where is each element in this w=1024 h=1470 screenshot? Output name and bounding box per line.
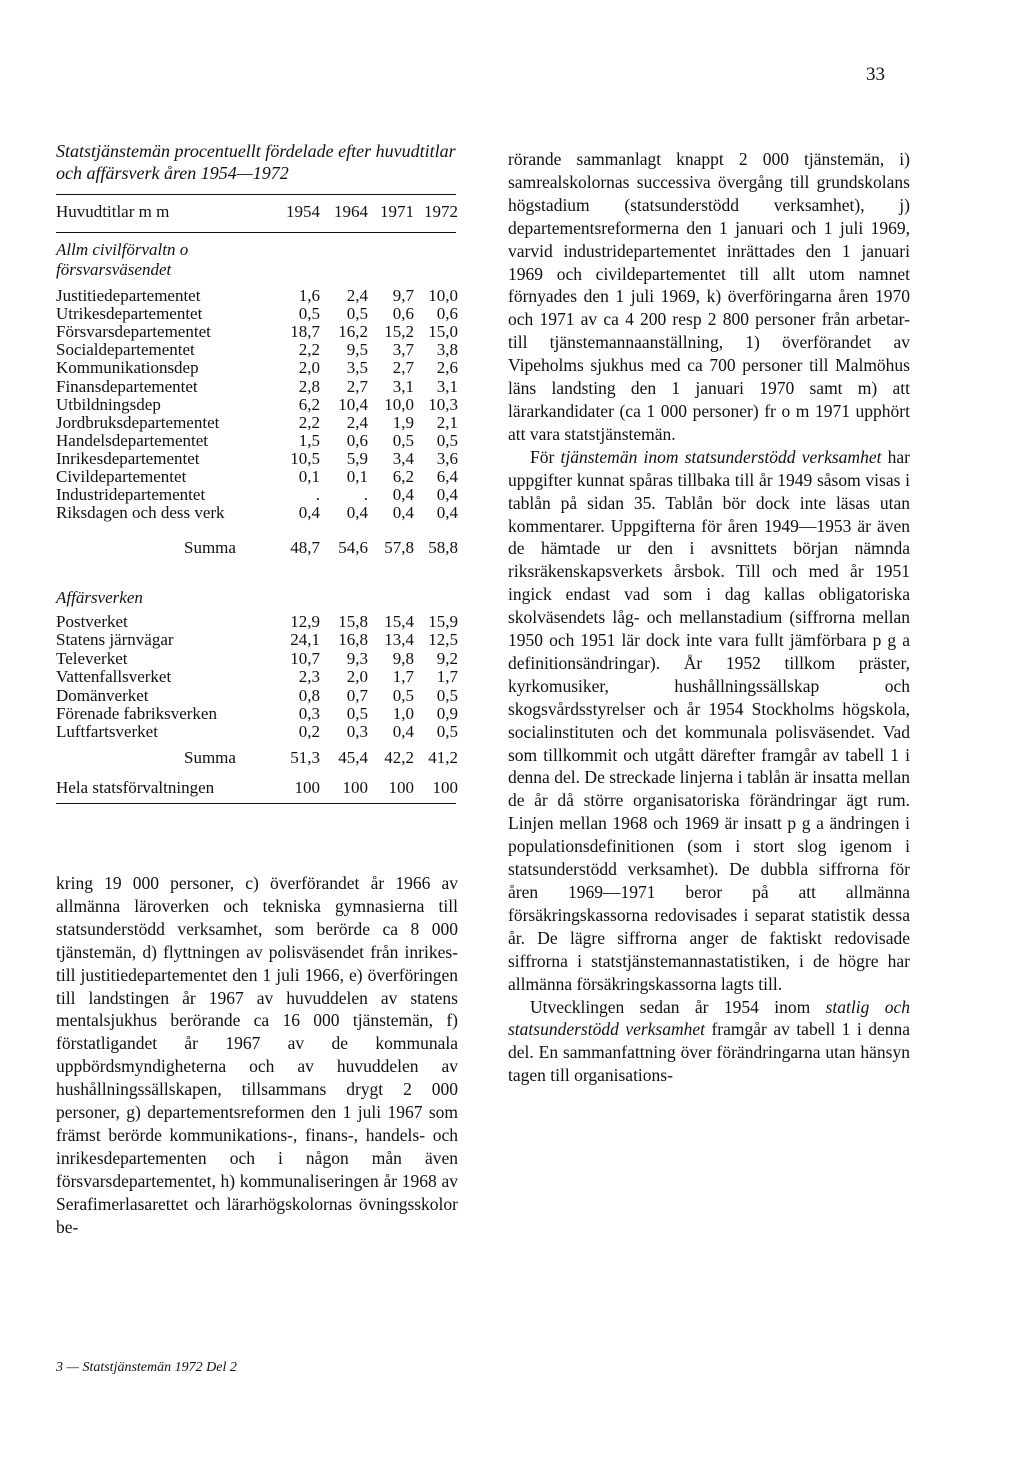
table-cell: 9,3	[346, 648, 368, 668]
table-top-rule	[56, 194, 456, 195]
table-cell: 2,0	[346, 667, 368, 687]
summa-label: Summa	[184, 748, 236, 767]
table-cell: 100	[388, 778, 414, 797]
table-row	[56, 630, 458, 649]
table-cell: 1,0	[392, 704, 414, 723]
table-cell: 2,0	[298, 358, 320, 378]
table-cell: 0,6	[436, 304, 458, 324]
row-label: Postverket	[56, 612, 128, 631]
row-label: Handelsdepartementet	[56, 430, 208, 450]
row-label: Riksdagen och dess verk	[56, 503, 225, 523]
table-cell: 0,5	[436, 685, 458, 705]
table-cell: 12,5	[428, 630, 458, 650]
table-cell: 10,0	[384, 394, 414, 414]
table-cell: 0,4	[392, 722, 414, 742]
table-cell: 3,8	[436, 340, 458, 360]
table-cell: 0,4	[436, 503, 458, 523]
emphasis: tjänstemän inom statsunderstödd verksamhet	[560, 446, 882, 467]
table-cell: 15,9	[428, 612, 458, 631]
table-cell: 0,4	[436, 485, 458, 505]
row-label: Televerket	[56, 648, 128, 668]
table-cell: 0,4	[392, 485, 414, 505]
table-cell: 0,2	[298, 722, 320, 742]
table-cell: 48,7	[290, 538, 320, 557]
table-cell: 0,5	[436, 430, 458, 450]
table-cell: 3,4	[392, 448, 414, 468]
table-cell: 0,5	[392, 430, 414, 450]
table-cell: 0,5	[298, 304, 320, 324]
table-cell: 58,8	[428, 538, 458, 557]
row-label: Vattenfallsverket	[56, 667, 172, 687]
table-cell: 0,3	[346, 722, 368, 742]
row-label: Statens järnvägar	[56, 630, 174, 650]
summa-row	[56, 748, 458, 767]
table-cell: 2,3	[298, 667, 320, 687]
section-title-affarsverk: Affärsverken	[56, 588, 143, 607]
table-cell: 2,2	[298, 412, 320, 432]
table-cell: 0,6	[346, 430, 368, 450]
table-cell: 2,4	[346, 412, 368, 432]
table-cell: 0,5	[392, 685, 414, 705]
table-cell: 1,7	[392, 667, 414, 687]
table-cell: 1,5	[298, 430, 320, 450]
table-cell: 3,5	[346, 358, 368, 378]
header-label: Huvudtitlar m m	[56, 202, 170, 221]
table-cell: 0,6	[392, 304, 414, 324]
row-label: Utrikesdepartementet	[56, 304, 203, 324]
table-cell: 15,4	[384, 612, 414, 631]
table-row	[56, 722, 458, 741]
table-cell: 10,4	[338, 394, 368, 414]
table-row	[56, 704, 458, 723]
table-row	[56, 649, 458, 668]
total-row	[56, 778, 458, 797]
row-label: Domänverket	[56, 685, 149, 705]
table-row	[56, 340, 458, 359]
paragraph: rörande sammanlagt knappt 2 000 tjänstemän, i) samrealskolornas successiva övergång till grundskolans högstadium (statsunderstödd verksamhet), j) departementsreformerna den 1 januari och 1 juli 1969, varvid industridepartementet inrättades den 1 januari 1969 och civildepartementet till allt utom namnet förnyades den 1 juli 1969, k) överföringarna åren 1970 och 1971 av ca 4 200 resp 2 800 personer från arbetar- till tjänstemannaanställning, 1) överförandet av Vipeholms sjukhus med ca 700 personer till Malmöhus läns landsting den 1 januari 1970 samt m) att lärarkandidater (ca 1 000 personer) fr o m 1971 upphört att vara statstjänstemän.	[508, 149, 910, 444]
summa-row	[56, 538, 458, 557]
table-cell: 100	[294, 778, 320, 797]
table-cell: 2,6	[436, 358, 458, 378]
row-label: Socialdepartementet	[56, 340, 195, 360]
row-label: Finansdepartementet	[56, 376, 198, 396]
table-cell: 3,1	[392, 376, 414, 396]
body-text-right	[508, 148, 910, 1087]
table-cell: 57,8	[384, 538, 414, 557]
table-title: Statstjänstemän procentuellt fördelade efter huvudtitlar och affärsverk åren 1954—1972	[56, 141, 456, 183]
table-cell: 10,3	[428, 394, 458, 414]
table-row	[56, 686, 458, 705]
paragraph: För tjänstemän inom statsunderstödd verksamhet har uppgifter kunnat spåras tillbaka till år 1949 såsom visas i tablån på sidan 35. Tablån bör dock inte läsas utan kommentarer. Uppgifterna för åren 1949—1953 är även de hämtade ur den i avsnittets början nämnda riksräkenskapsverkets årsbok. Till och med år 1951 ingick endast vad som i dag kallas obligatoriska skolväsendets låg- och mellanstadium (siffrorna mellan 1950 och 1951 lär dock inte vara fullt jämförbara p g a definitionsändringar). År 1952 tillkom präster, kyrkomusiker, hushållningssällskap och skogsvårdsstyrelser och år 1954 Stockholms högskola, socialinstituten och det kommunala polisväsendet. Vad som tillkommit och utgått därefter framgår av tabell 1 i denna del. De streckade linjerna i tablån är insatta mellan de år då större organisatoriska förändringar ägt rum. Linjen mellan 1968 och 1969 är insatt p g a ändringen i populationsdefinitionen (som i stort slog igenom i statsunderstödd verksamhet). De dubbla siffrorna för åren 1969—1971 beror på att allmänna försäkringskassorna redovisades i separat statistik dessa år. De lägre siffrorna anger de faktiskt redovisade siffrorna i statstjänstemannastatistiken, i de högre har allmänna försäkringskassorna lagts till.	[508, 446, 910, 994]
table-cell: 16,2	[338, 322, 368, 342]
table-cell: 15,0	[428, 322, 458, 342]
table-cell: 6,2	[298, 394, 320, 414]
table-cell: 100	[432, 778, 458, 797]
table-cell: 9,8	[392, 648, 414, 668]
row-label: Justitiedepartementet	[56, 286, 201, 305]
table-cell: 100	[342, 778, 368, 797]
table-cell: 0,3	[298, 704, 320, 723]
table-cell: 5,9	[346, 448, 368, 468]
table-cell: 0,4	[346, 503, 368, 523]
table-cell: 42,2	[384, 748, 414, 767]
table-cell: 12,9	[290, 612, 320, 631]
header-year: 1971	[380, 202, 414, 221]
row-label: Civildepartementet	[56, 467, 187, 486]
table-cell: 2,8	[298, 376, 320, 396]
table-cell: 45,4	[338, 748, 368, 767]
table-cell: 0,5	[346, 304, 368, 324]
header-year: 1972	[424, 202, 458, 221]
table-cell: 0,5	[346, 704, 368, 723]
table-cell: 10,0	[428, 286, 458, 305]
table-cell: 51,3	[290, 748, 320, 767]
footer: 3 — Statstjänstemän 1972 Del 2	[56, 1360, 237, 1375]
row-label: Förenade fabriksverken	[56, 704, 217, 723]
table-cell: 1,9	[392, 412, 414, 432]
table-cell: 3,1	[436, 376, 458, 396]
table-row	[56, 377, 458, 396]
table-row	[56, 413, 458, 432]
table-header	[56, 202, 458, 224]
table-row	[56, 358, 458, 377]
total-label: Hela statsförvaltningen	[56, 778, 215, 797]
row-label: Jordbruksdepartementet	[56, 412, 220, 432]
table-cell: 15,2	[384, 322, 414, 342]
table-row	[56, 449, 458, 468]
table-cell: 9,7	[392, 286, 414, 305]
table-cell: 3,6	[436, 448, 458, 468]
row-label: Industridepartementet	[56, 485, 206, 505]
table-cell: 0,9	[436, 704, 458, 723]
table-row	[56, 467, 458, 486]
table-row	[56, 322, 458, 341]
table-cell: 2,1	[436, 412, 458, 432]
table-cell: 0,1	[346, 467, 368, 486]
table-row	[56, 286, 458, 305]
table-cell: 2,2	[298, 340, 320, 360]
table-cell: 54,6	[338, 538, 368, 557]
table-cell: 0,1	[298, 467, 320, 486]
table-cell: 1,6	[298, 286, 320, 305]
summa-label: Summa	[184, 538, 236, 557]
table-cell: .	[315, 485, 320, 505]
table-cell: 0,4	[392, 503, 414, 523]
table-cell: 3,7	[392, 340, 414, 360]
table-cell: 10,7	[290, 648, 320, 668]
table-cell: 6,2	[392, 467, 414, 486]
table-row	[56, 612, 458, 631]
table-row	[56, 395, 458, 414]
table-cell: 2,7	[392, 358, 414, 378]
table-cell: 41,2	[428, 748, 458, 767]
table-cell: 2,4	[346, 286, 368, 305]
row-label: Försvarsdepartementet	[56, 322, 211, 342]
body-text-left: kring 19 000 personer, c) överförandet år 1966 av allmänna läroverken och tekniska gymnasierna till statsunderstödd verksamhet, som berörde ca 8 000 tjänstemän, d) flyttningen av polisväsendet från inrikes- till justitiedepartementet den 1 juli 1966, e) överföringen till landstingen år 1967 av huvuddelen av statens mentalsjukhus berörande ca 16 000 tjänstemän, f) förstatligandet år 1967 av de kommunala uppbördsmyndigheterna och av huvuddelen av hushållningssällskapen, tillsammans drygt 2 000 personer, g) departementsreformen den 1 juli 1967 som främst berörde kommunikations-, finans-, handels- och inrikesdepartementen och i någon mån även försvarsdepartementet, h) kommunaliseringen år 1968 av Serafimerlasarettet och lärarhögskolornas övningsskolor be-	[56, 873, 458, 1237]
paragraph: Utvecklingen sedan år 1954 inom statlig och statsunderstödd verksamhet framgår av tabell 1 i denna del. En sammanfattning över förändringarna utan hänsyn tagen till organisations-	[508, 996, 910, 1086]
table-row	[56, 304, 458, 323]
table-bottom-rule	[56, 803, 456, 804]
table-cell: 2,7	[346, 376, 368, 396]
table-cell: 16,8	[338, 630, 368, 650]
table-cell: 0,5	[436, 722, 458, 742]
table-cell: 9,2	[436, 648, 458, 668]
table-cell: 0,7	[346, 685, 368, 705]
table-cell: 13,4	[384, 630, 414, 650]
table-cell: 6,4	[436, 467, 458, 486]
table-row	[56, 667, 458, 686]
table-cell: 24,1	[290, 630, 320, 650]
header-year: 1964	[334, 202, 368, 221]
table-cell: 0,4	[298, 503, 320, 523]
row-label: Luftfartsverket	[56, 722, 158, 742]
section-title-civil: Allm civilförvaltn o försvarsväsendet	[56, 240, 189, 279]
table-cell: 0,8	[298, 685, 320, 705]
table-cell: 15,8	[338, 612, 368, 631]
table-row	[56, 431, 458, 450]
row-label: Inrikesdepartementet	[56, 448, 200, 468]
table-cell: .	[363, 485, 368, 505]
header-rule	[56, 232, 456, 233]
header-year: 1954	[286, 202, 320, 221]
table-cell: 18,7	[290, 322, 320, 342]
row-label: Kommunikationsdep	[56, 358, 199, 378]
page-number: 33	[866, 64, 885, 85]
table-cell: 10,5	[290, 448, 320, 468]
row-label: Utbildningsdep	[56, 394, 161, 414]
emphasis: statlig och statsunderstödd verksamhet	[508, 996, 910, 1040]
table-row	[56, 485, 458, 504]
table-row	[56, 503, 458, 522]
table-cell: 1,7	[436, 667, 458, 687]
table-cell: 9,5	[346, 340, 368, 360]
